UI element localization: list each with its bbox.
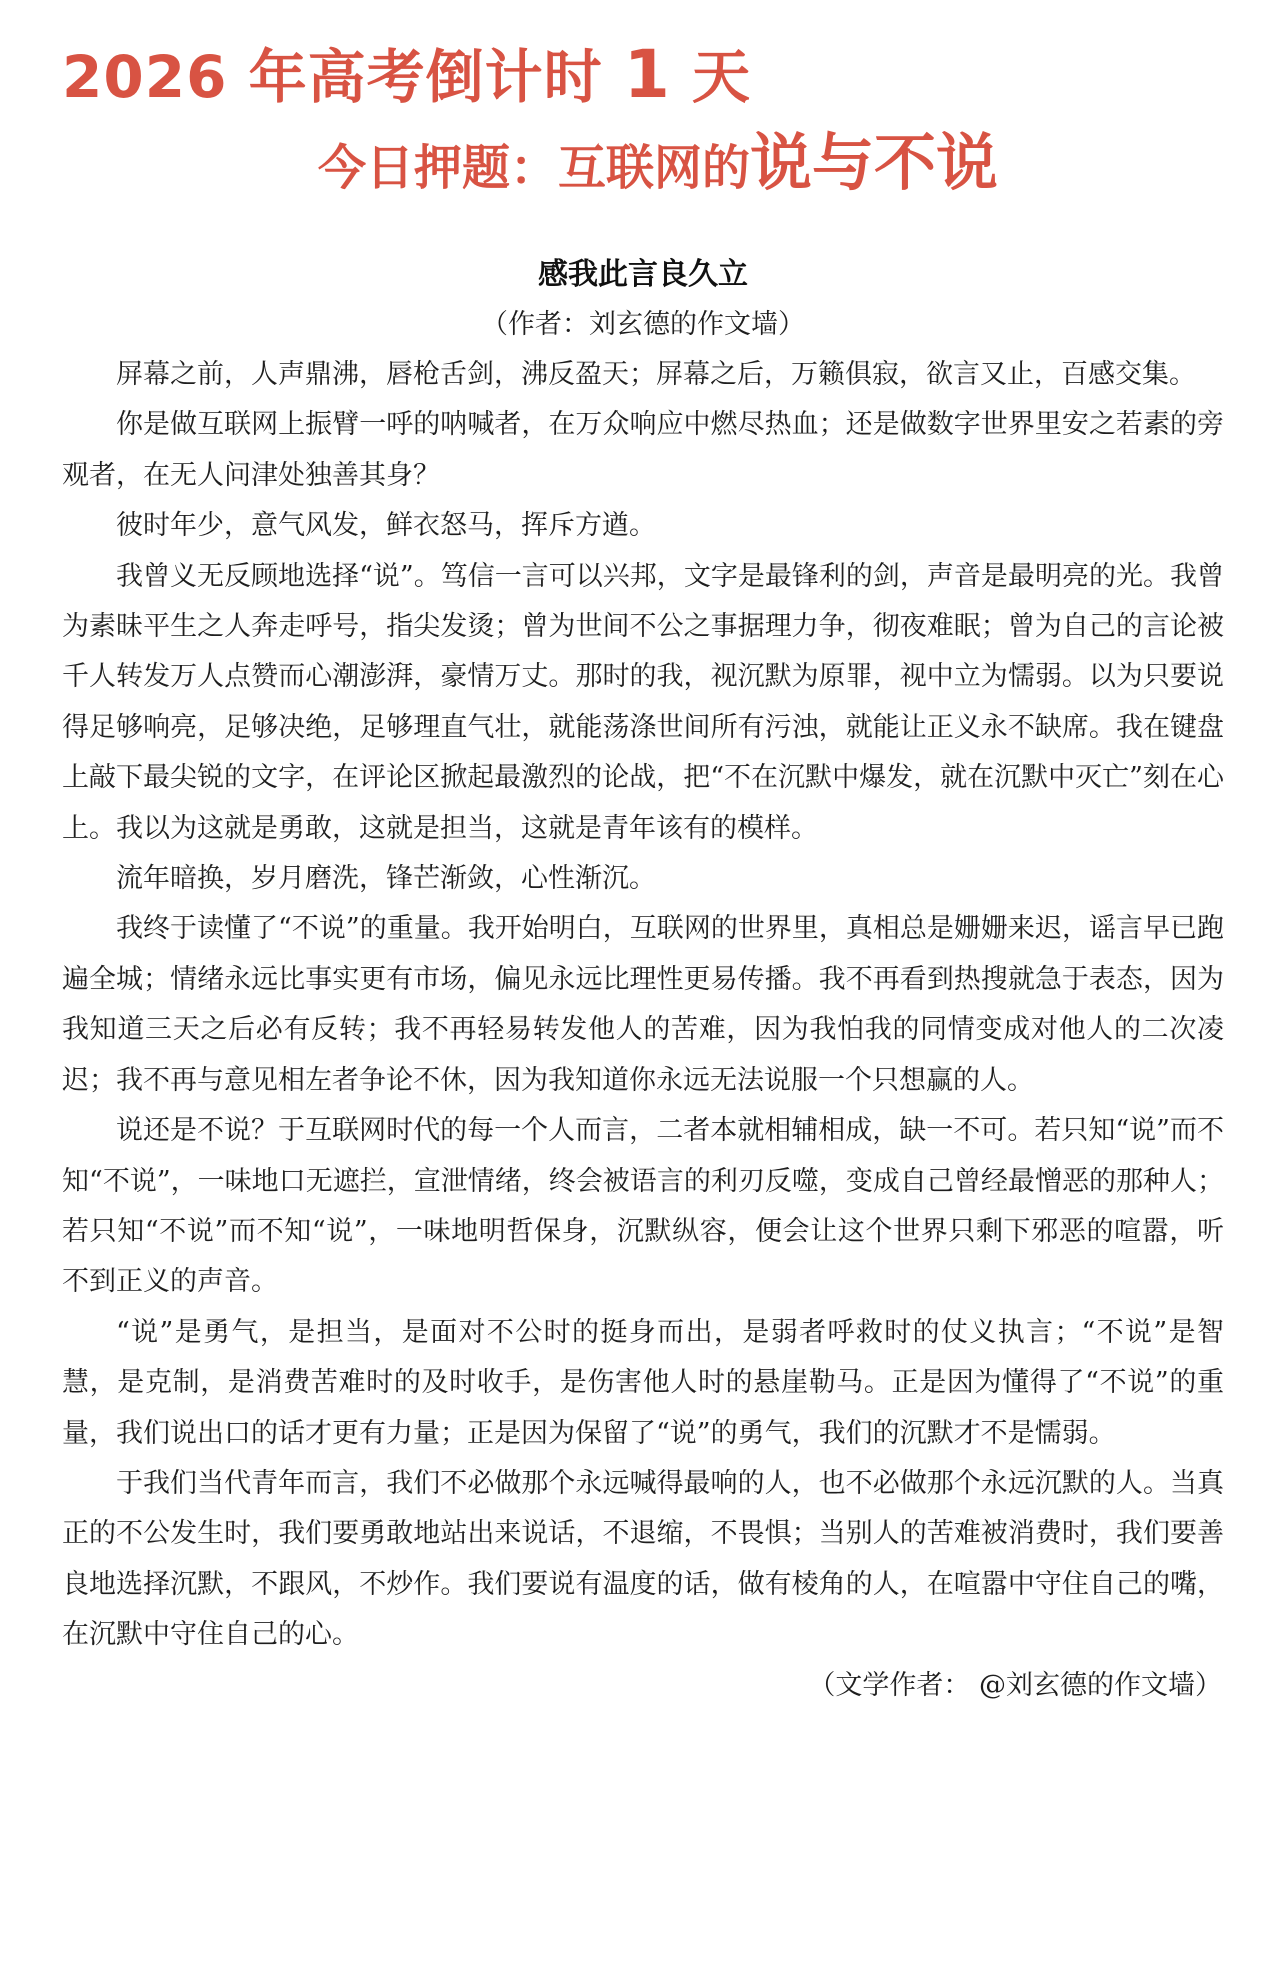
essay-title: 感我此言良久立 <box>538 257 748 292</box>
essay-paragraph-6: 我终于读懂了“不说”的重量。我开始明白，互联网的世界里，真相总是姗姗来迟，谣言早已跑遍全城；情绪永远比事实更有市场，偏见永远比理性更易传播。我不再看到热搜就急于表态，因为我知道三天之后必有反转；我不再轻易转发他人的苦难，因为我怕我的同情变成对他人的二次凌迟；我不再与意见相左者争论不休，因为我知道你永远无法说服一个只想赢的人。 <box>62 913 1224 1096</box>
essay-article <box>62 250 1224 1711</box>
topic-title <box>318 126 999 199</box>
essay-paragraph-1: 屏幕之前，人声鼎沸，唇枪舌剑，沸反盈天；屏幕之后，万籁俱寂，欲言又止，百感交集。 <box>116 359 1196 390</box>
essay-paragraph-9: 于我们当代青年而言，我们不必做那个永远喊得最响的人，也不必做那个永远沉默的人。当真正的不公发生时，我们要勇敢地站出来说话，不退缩，不畏惧；当别人的苦难被消费时，我们要善良地选择沉默，不跟风，不炒作。我们要说有温度的话，做有棱角的人，在喧嚣中守住自己的嘴，在沉默中守住自己的心。 <box>62 1467 1224 1651</box>
topic-prefix: 今日押题：互联网的 <box>318 140 751 196</box>
essay-byline: （作者：刘玄德的作文墙） <box>481 309 805 340</box>
essay-paragraph-7: 说还是不说？于互联网时代的每一个人而言，二者本就相辅相成，缺一不可。若只知“说”而不知“不说”，一味地口无遮拦，宣泄情绪，终会被语言的利刃反噬，变成自己曾经最憎恶的那种人；若只知“不说”而不知“说”，一味地明哲保身，沉默纵容，便会让这个世界只剩下邪恶的喧嚣，听不到正义的声音。 <box>62 1115 1224 1298</box>
countdown-suffix: 天 <box>670 43 751 111</box>
essay-paragraph-2: 你是做互联网上振臂一呼的呐喊者，在万众响应中燃尽热血；还是做数字世界里安之若素的旁观者，在无人问津处独善其身？ <box>62 409 1224 491</box>
countdown-title <box>62 36 751 113</box>
promo-header <box>0 0 1280 250</box>
essay-paragraph-3: 彼时年少，意气风发，鲜衣怒马，挥斥方遒。 <box>116 510 656 542</box>
topic-emphasis: 说与不说 <box>750 126 999 199</box>
essay-paragraph-5: 流年暗换，岁月磨洗，锋芒渐敛，心性渐沉。 <box>116 863 656 895</box>
essay-paragraph-8: “说”是勇气，是担当，是面对不公时的挺身而出，是弱者呼救时的仗义执言；“不说”是智慧，是克制，是消费苦难时的及时收手，是伤害他人时的悬崖勒马。正是因为懂得了“不说”的重量，我们说出口的话才更有力量；正是因为保留了“说”的勇气，我们的沉默才不是懦弱。 <box>62 1316 1224 1449</box>
essay-paragraph-4: 我曾义无反顾地选择“说”。笃信一言可以兴邦，文字是最锋利的剑，声音是最明亮的光。我曾为素昧平生之人奔走呼号，指尖发烫；曾为世间不公之事据理力争，彻夜难眠；曾为自己的言论被千人转发万人点赞而心潮澎湃，豪情万丈。那时的我，视沉默为原罪，视中立为懦弱。以为只要说得足够响亮，足够决绝，足够理直气壮，就能荡涤世间所有污浊，就能让正义永不缺席。我在键盘上敲下最尖锐的文字，在评论区掀起最激烈的论战，把“不在沉默中爆发，就在沉默中灭亡”刻在心上。我以为这就是勇敢，这就是担当，这就是青年该有的模样。 <box>62 560 1224 844</box>
countdown-days: 1 <box>623 36 671 113</box>
countdown-prefix: 2026 年高考倒计时 <box>62 43 624 111</box>
essay-signature: （文学作者： @刘玄德的作文墙） <box>808 1669 1222 1701</box>
